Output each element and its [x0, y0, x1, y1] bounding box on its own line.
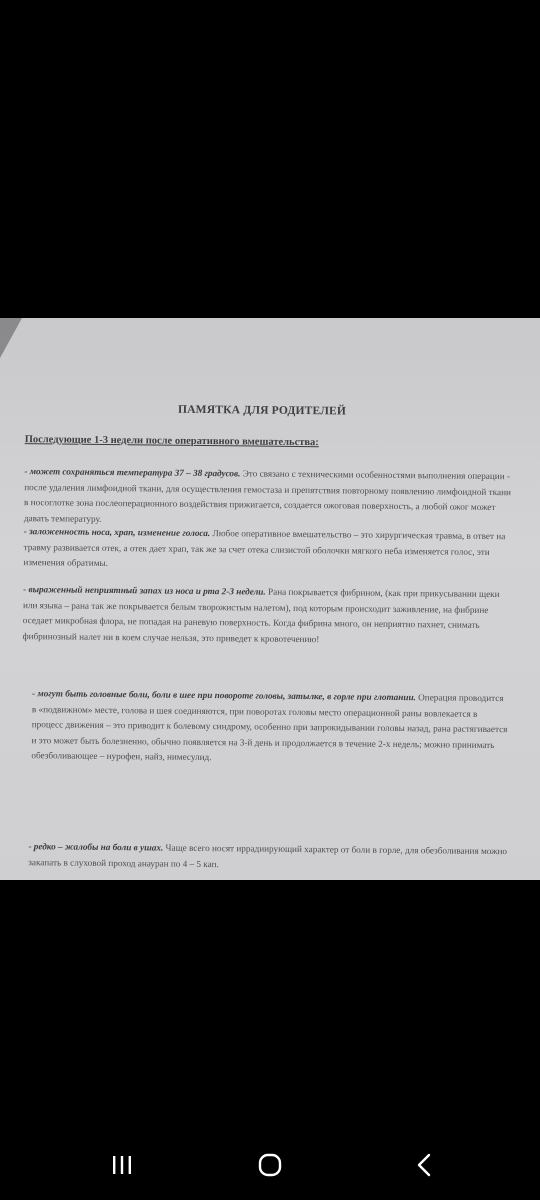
back-button[interactable]	[404, 1150, 444, 1180]
document-title: ПАМЯТКА ДЛЯ РОДИТЕЛЕЙ	[177, 403, 347, 418]
paragraph-lead: - может сохраняться температура 37 – 38 градусов.	[24, 466, 241, 479]
paragraph-headaches	[31, 686, 510, 769]
paragraph-odor	[23, 582, 512, 649]
back-icon	[414, 1152, 434, 1178]
paragraph-lead: - заложенность носа, храп, изменение голоса.	[23, 526, 211, 539]
paragraph-body: Любое оперативное вмешательство – это хирургическая травма, в ответ на травму развивается отек, а отек дает храп, так же за счет отека слизистой оболочки мягкого неба изменяется голос, эти изменения обратимы.	[23, 528, 506, 568]
paragraph-body: Операция проводится в «подвижном» месте, голова и шея соединяются, при поворотах головы место операционной раны вовлекается в процесс движения – это приводит к болевому синдрому, особенно при запрокидывании головы назад, рана растягивается и это может быть болезненно, обычно появляется на 3-й день и продолжается в течение 2-х недель; можно принимать обезболивающее – нурофен, найз, нимесулид.	[31, 692, 508, 763]
recent-apps-icon	[110, 1154, 134, 1176]
document-subtitle: Последующие 1-3 недели после оперативного вмешательства:	[24, 434, 319, 449]
paragraph-ear-pain	[28, 839, 508, 875]
recent-apps-button[interactable]	[102, 1150, 142, 1180]
paper-sheet	[8, 318, 540, 880]
paragraph-body: Чаще всего носят иррадиирующий характер от боли в горле, для обезболивания можно закапать в слуховой проход анауран по 4 – 5 кап.	[28, 842, 508, 869]
home-button[interactable]	[250, 1150, 290, 1180]
paragraph-lead: - могут быть головные боли, боли в шее при повороте головы, затылке, в горле при глотании.	[32, 688, 416, 703]
document-photo	[0, 318, 540, 880]
paragraph-body: Это связано с техническими особенностями выполнения операции - после удаления лимфоидной ткани, для осуществления гемостаза и препятствия повторному появлению лимфоидной ткани в носоглотке зона послеоперационного воздействия прижигается, создается ожоговая поверхность, а любой ожог может давать температуру.	[23, 468, 511, 524]
paragraph-nasal-congestion	[23, 524, 511, 576]
home-icon	[257, 1152, 283, 1178]
paragraph-lead: - выраженный неприятный запах из носа и рта 2-3 недели.	[23, 584, 266, 597]
paragraph-body: Рана покрывается фибрином, (как при прикусывании щеки или языка – рана так же покрывается белым творожистым налетом), под которым происходит заживление, на фибрине оседает микробная флора, не попадая на раневую поверхность. Когда фибрина много, он неприятно пахнет, снимать фибринозный налет ни в коем случае нельзя, это приведет к кровотечению!	[22, 586, 500, 644]
paragraph-lead: - редко – жалобы на боли в ушах.	[28, 841, 164, 853]
system-navigation-bar	[0, 1130, 540, 1200]
paragraph-temperature	[24, 464, 513, 531]
